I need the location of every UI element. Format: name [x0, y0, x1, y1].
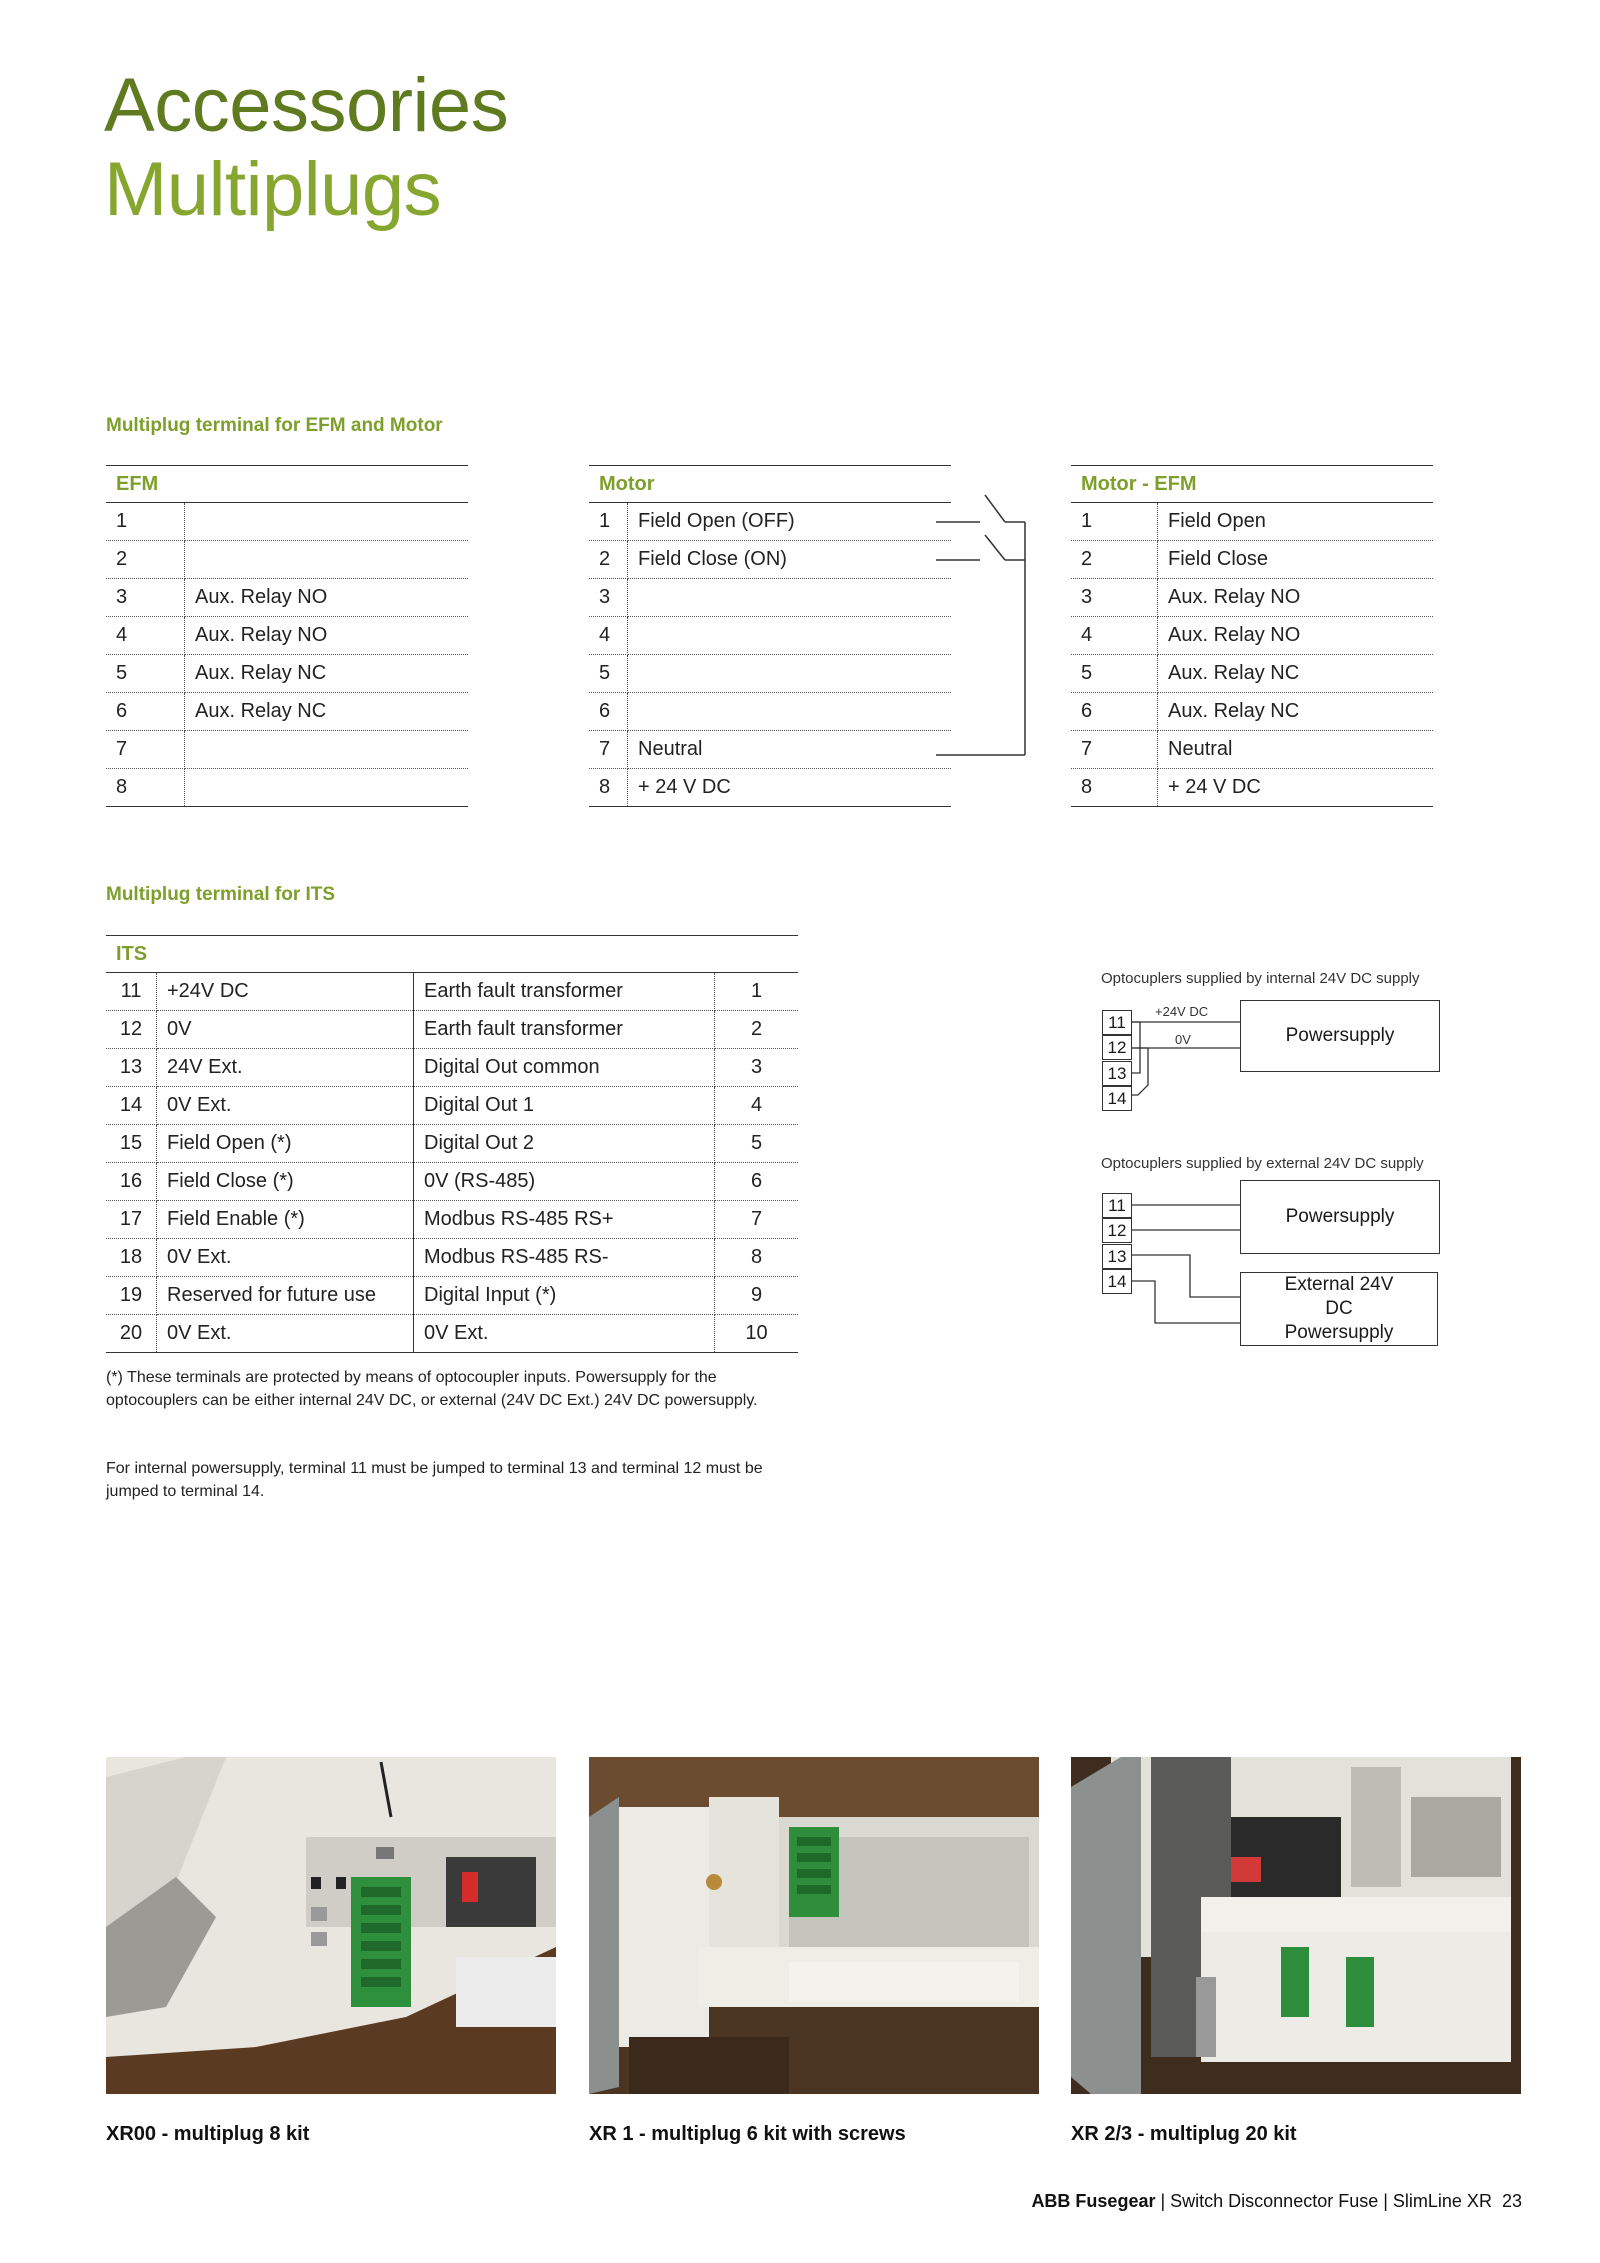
table-row: 12 0V Earth fault transformer 2: [106, 1011, 798, 1049]
xr1-illustration: [589, 1757, 1039, 2094]
footer-text: | Switch Disconnector Fuse | SlimLine XR: [1155, 2191, 1492, 2211]
diagram-internal-supply: [1090, 965, 1450, 1125]
table-row: 2: [106, 541, 468, 579]
table-row: 3: [589, 579, 951, 617]
table-row: 7: [106, 731, 468, 769]
page-subtitle: Multiplugs: [104, 147, 442, 232]
motor-header: Motor: [589, 466, 951, 503]
table-row: 6 Aux. Relay NC: [106, 693, 468, 731]
table-row: 11 +24V DC Earth fault transformer 1: [106, 973, 798, 1011]
page-title: Accessories: [104, 63, 509, 148]
table-row: 3 Aux. Relay NO: [1071, 579, 1433, 617]
table-row: 8: [106, 769, 468, 807]
external-powersupply-box: External 24V DC Powersupply: [1240, 1272, 1438, 1346]
powersupply-box: Powersupply: [1240, 1000, 1440, 1072]
table-row: 19 Reserved for future use Digital Input (*) 9: [106, 1277, 798, 1315]
caption-xr23: XR 2/3 - multiplug 20 kit: [1071, 2123, 1297, 2145]
section-heading-its: Multiplug terminal for ITS: [106, 884, 336, 905]
motor-table: [589, 465, 951, 807]
table-row: 3 Aux. Relay NO: [106, 579, 468, 617]
terminal-13: 13: [1102, 1244, 1132, 1269]
table-row: 2 Field Close (ON): [589, 541, 951, 579]
terminal-11: 11: [1102, 1193, 1132, 1218]
note-internal-powersupply: For internal powersupply, terminal 11 must be jumped to terminal 13 and terminal 12 must be jumped to terminal 14.: [106, 1460, 763, 1500]
table-row: 4: [589, 617, 951, 655]
label-24v-dc: +24V DC: [1155, 1004, 1209, 1019]
table-row: 6 Aux. Relay NC: [1071, 693, 1433, 731]
efm-table: [106, 465, 468, 807]
terminal-11: 11: [1102, 1010, 1132, 1035]
table-row: 1: [106, 503, 468, 541]
motor-efm-table: [1071, 465, 1433, 807]
table-row: 17 Field Enable (*) Modbus RS-485 RS+ 7: [106, 1201, 798, 1239]
diagram-external-supply: [1090, 1150, 1450, 1355]
table-row: 13 24V Ext. Digital Out common 3: [106, 1049, 798, 1087]
xr23-illustration: [1071, 1757, 1521, 2094]
photo-xr23-multiplug: [1071, 1757, 1521, 2094]
table-row: 8 + 24 V DC: [1071, 769, 1433, 807]
section-heading-efm-motor: Multiplug terminal for EFM and Motor: [106, 415, 443, 436]
diagram-internal-caption: Optocuplers supplied by internal 24V DC supply: [1101, 970, 1420, 987]
xr00-illustration: [106, 1757, 556, 2094]
page-footer: [1031, 2191, 1522, 2212]
table-row: 7 Neutral: [1071, 731, 1433, 769]
motor-connection-lines: [930, 480, 1060, 760]
table-row: 4 Aux. Relay NO: [106, 617, 468, 655]
label-0v: 0V: [1175, 1032, 1191, 1047]
terminal-14: 14: [1102, 1269, 1132, 1294]
table-row: 5 Aux. Relay NC: [106, 655, 468, 693]
table-row: 6: [589, 693, 951, 731]
table-row: 20 0V Ext. 0V Ext. 10: [106, 1315, 798, 1353]
caption-xr00: XR00 - multiplug 8 kit: [106, 2123, 310, 2145]
terminal-12: 12: [1102, 1218, 1132, 1243]
table-row: 8 + 24 V DC: [589, 769, 951, 807]
terminal-12: 12: [1102, 1035, 1132, 1060]
table-row: 2 Field Close: [1071, 541, 1433, 579]
table-row: 7 Neutral: [589, 731, 951, 769]
terminal-13: 13: [1102, 1061, 1132, 1086]
photo-xr00-multiplug: [106, 1757, 556, 2094]
powersupply-box: Powersupply: [1240, 1180, 1440, 1254]
page-number: 23: [1501, 2191, 1522, 2211]
motor-efm-header: Motor - EFM: [1071, 466, 1433, 503]
its-header: ITS: [106, 936, 798, 973]
table-row: 14 0V Ext. Digital Out 1 4: [106, 1087, 798, 1125]
table-row: 16 Field Close (*) 0V (RS-485) 6: [106, 1163, 798, 1201]
diagram-external-caption: Optocuplers supplied by external 24V DC supply: [1101, 1155, 1424, 1172]
table-row: 4 Aux. Relay NO: [1071, 617, 1433, 655]
table-row: 5: [589, 655, 951, 693]
table-row: 1 Field Open: [1071, 503, 1433, 541]
table-row: 1 Field Open (OFF): [589, 503, 951, 541]
terminal-14: 14: [1102, 1086, 1132, 1111]
table-row: 5 Aux. Relay NC: [1071, 655, 1433, 693]
table-row: 18 0V Ext. Modbus RS-485 RS- 8: [106, 1239, 798, 1277]
footnote-optocoupler: (*) These terminals are protected by means of optocoupler inputs. Powersupply for the optocouplers can be either internal 24V DC, or external (24V DC Ext.) 24V DC powersupply.: [106, 1369, 758, 1409]
caption-xr1: XR 1 - multiplug 6 kit with screws: [589, 2123, 906, 2145]
table-row: 15 Field Open (*) Digital Out 2 5: [106, 1125, 798, 1163]
photo-xr1-multiplug: [589, 1757, 1039, 2094]
efm-header: EFM: [106, 466, 468, 503]
footer-brand: ABB Fusegear: [1031, 2191, 1156, 2211]
its-table: [106, 935, 798, 1353]
